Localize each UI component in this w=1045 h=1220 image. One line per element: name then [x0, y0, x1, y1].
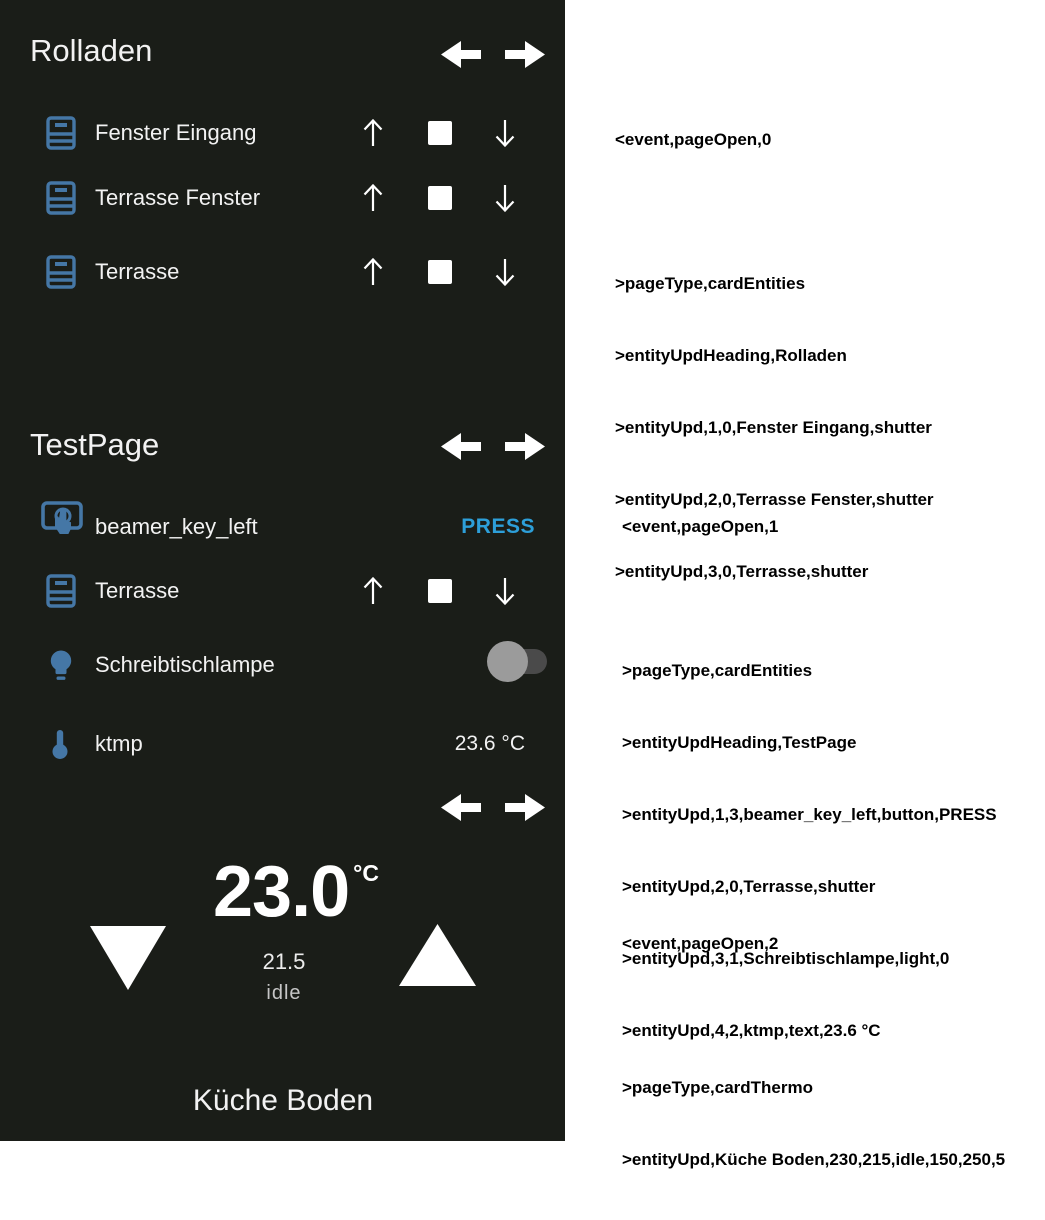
entity-label: Terrasse	[95, 259, 180, 284]
entity-row-schreibtischlampe	[0, 641, 565, 689]
entity-row-fenster-eingang	[0, 109, 565, 157]
arrow-up-icon	[361, 575, 385, 607]
arrow-left-bold-icon	[441, 432, 481, 461]
shutter-down-button[interactable]	[493, 256, 517, 293]
entity-row-terrasse	[0, 248, 565, 296]
arrow-left-bold-icon	[441, 40, 481, 69]
arrow-down-icon	[493, 575, 517, 607]
shutter-stop-button[interactable]	[428, 579, 452, 603]
triangle-down-icon	[90, 926, 166, 990]
card-heading: Rolladen	[30, 33, 153, 68]
protocol-line: >entityUpd,4,2,ktmp,text,23.6 °C	[622, 1021, 881, 1040]
protocol-line: >entityUpd,3,1,Schreibtischlampe,light,0	[622, 949, 950, 968]
entity-label: ktmp	[95, 731, 143, 756]
temperature-unit: °C	[353, 860, 379, 886]
arrow-down-icon	[493, 182, 517, 214]
arrow-right-bold-icon	[505, 432, 545, 461]
protocol-blank-line	[622, 1004, 1005, 1028]
protocol-blank-line	[622, 587, 997, 611]
page-next-button[interactable]	[505, 432, 545, 466]
entity-row-ktmp	[0, 720, 565, 768]
shutter-up-button[interactable]	[361, 117, 385, 154]
protocol-line: >entityUpd,2,0,Terrasse,shutter	[622, 877, 876, 896]
window-shutter-icon	[46, 181, 76, 220]
shutter-stop-button[interactable]	[428, 260, 452, 284]
protocol-line: >pageType,cardEntities	[622, 661, 813, 680]
page-prev-button[interactable]	[441, 40, 481, 74]
page-prev-button[interactable]	[441, 432, 481, 466]
press-button[interactable]: PRESS	[461, 515, 535, 538]
shutter-down-button[interactable]	[493, 182, 517, 219]
light-toggle-switch[interactable]	[487, 647, 547, 688]
window-shutter-icon	[46, 255, 76, 294]
shutter-up-button[interactable]	[361, 575, 385, 612]
arrow-right-bold-icon	[505, 793, 545, 822]
thermo-title: Küche Boden	[192, 1084, 374, 1117]
current-temperature-value: 23.0	[213, 852, 350, 932]
card-heading: TestPage	[30, 427, 160, 462]
arrow-left-bold-icon	[441, 793, 481, 822]
protocol-block-pageopen-2	[622, 884, 1005, 1220]
current-temperature	[166, 852, 426, 932]
shutter-up-button[interactable]	[361, 256, 385, 293]
protocol-line: >entityUpdHeading,TestPage	[622, 733, 857, 752]
shutter-down-button[interactable]	[493, 117, 517, 154]
arrow-down-icon	[493, 117, 517, 149]
lightbulb-icon	[47, 649, 75, 688]
window-shutter-icon	[46, 116, 76, 155]
protocol-line: >entityUpd,3,0,Terrasse,shutter	[615, 562, 869, 581]
page-next-button[interactable]	[505, 793, 545, 827]
entity-label: Schreibtischlampe	[95, 652, 275, 677]
arrow-up-icon	[361, 182, 385, 214]
entity-row-terrasse-fenster	[0, 174, 565, 222]
arrow-right-bold-icon	[505, 40, 545, 69]
protocol-line: >entityUpd,Küche Boden,230,215,idle,150,250,5	[622, 1150, 1006, 1169]
shutter-down-button[interactable]	[493, 575, 517, 612]
entity-label: Fenster Eingang	[95, 120, 257, 145]
page-prev-button[interactable]	[441, 793, 481, 827]
protocol-event-line: <event,pageOpen,1	[622, 517, 779, 536]
protocol-line: >pageType,cardThermo	[622, 1078, 813, 1097]
arrow-up-icon	[361, 256, 385, 288]
entity-label: beamer_key_left	[95, 514, 258, 539]
protocol-line: >entityUpd,1,0,Fenster Eingang,shutter	[615, 418, 932, 437]
protocol-line: >entityUpd,2,0,Terrasse Fenster,shutter	[615, 490, 934, 509]
temp-down-button[interactable]	[90, 926, 166, 995]
shutter-stop-button[interactable]	[428, 121, 452, 145]
protocol-event-line: <event,pageOpen,2	[622, 934, 779, 953]
toggle-knob	[487, 641, 528, 682]
protocol-line: >pageType,cardEntities	[615, 274, 806, 293]
entity-label: Terrasse Fenster	[95, 185, 261, 210]
protocol-line: >entityUpd,1,3,beamer_key_left,button,PRESS	[622, 805, 997, 824]
page-next-button[interactable]	[505, 40, 545, 74]
window-shutter-icon	[46, 574, 76, 613]
entity-value: 23.6 °C	[454, 732, 525, 755]
thermometer-icon	[51, 729, 69, 765]
target-temperature: 21.5	[262, 949, 306, 974]
protocol-event-line: <event,pageOpen,0	[615, 130, 772, 149]
arrow-up-icon	[361, 117, 385, 149]
entity-label: Terrasse	[95, 578, 180, 603]
temp-up-button[interactable]	[399, 924, 476, 991]
entity-row-beamer-key-left	[0, 503, 565, 551]
shutter-up-button[interactable]	[361, 182, 385, 219]
entity-row-terrasse	[0, 567, 565, 615]
arrow-down-icon	[493, 256, 517, 288]
protocol-line: >entityUpdHeading,Rolladen	[615, 346, 847, 365]
shutter-stop-button[interactable]	[428, 186, 452, 210]
gesture-tap-button-icon	[41, 499, 83, 546]
protocol-blank-line	[615, 200, 934, 224]
hvac-state: idle	[266, 982, 302, 1004]
triangle-up-icon	[399, 924, 476, 986]
